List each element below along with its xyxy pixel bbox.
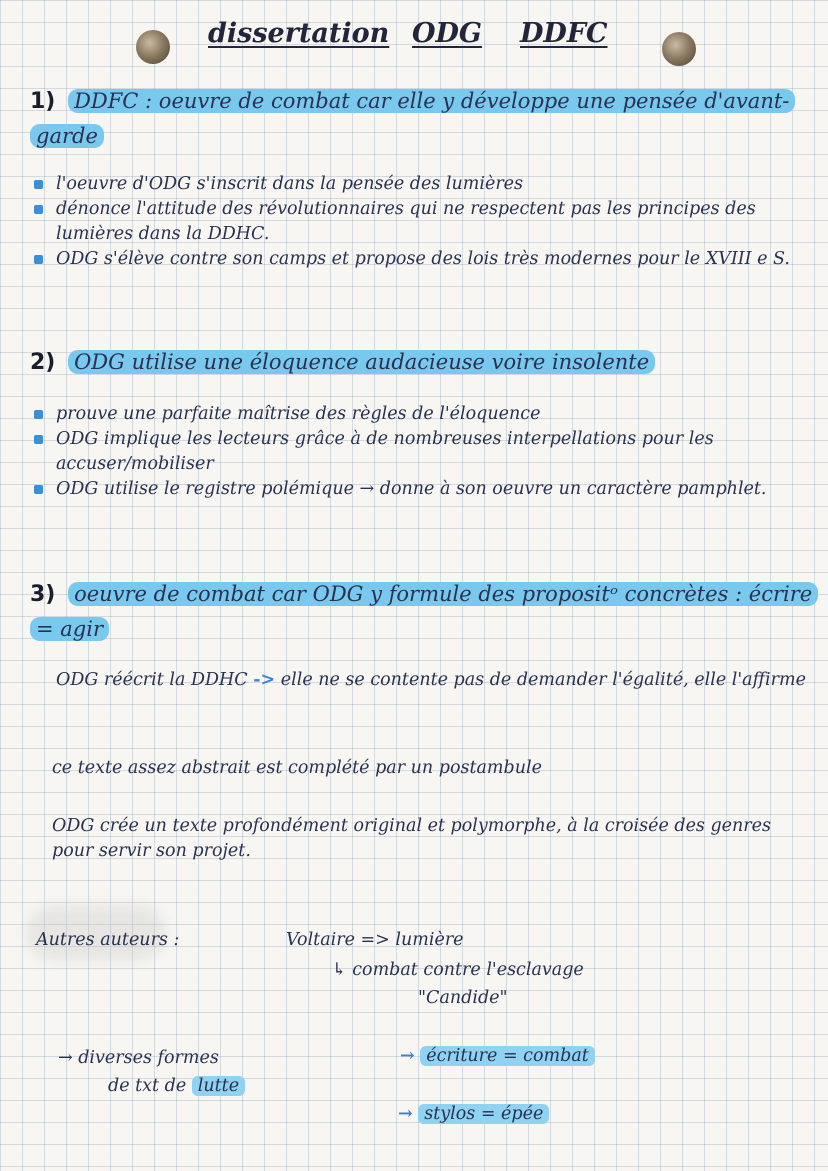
section-2-number: 2): [30, 350, 56, 375]
page-title: dissertation: [208, 18, 390, 49]
section-1-number: 1): [30, 89, 56, 114]
section-3-heading: oeuvre de combat car ODG y formule des propositᵒ concrètes : écrire = agir: [30, 582, 818, 641]
arrow-icon: →: [400, 1046, 415, 1066]
section-3-paragraph-3: ODG crée un texte profondément original et polymorphe, à la croisée des genres pour servir son projet.: [52, 816, 772, 861]
section-3-paragraph-1: [56, 668, 816, 693]
list-item: prouve une parfaite maîtrise des règles de l'éloquence: [34, 402, 819, 427]
voltaire-line: Voltaire => lumière: [286, 930, 464, 950]
section-3-number: 3): [30, 582, 56, 607]
binder-hole-left: [136, 30, 170, 64]
page-header: [0, 18, 828, 62]
ecriture-highlight: écriture = combat: [420, 1046, 595, 1066]
txt-de-text: de txt de: [108, 1076, 187, 1096]
list-item: ODG implique les lecteurs grâce à de nombreuses interpellations pour les accuser/mobiliser: [34, 427, 819, 477]
list-item: l'oeuvre d'ODG s'inscrit dans la pensée des lumières: [34, 172, 819, 197]
list-item: dénonce l'attitude des révolutionnaires qui ne respectent pas les principes des lumières dans la DDHC.: [34, 197, 819, 247]
section-3-paragraph-2: ce texte assez abstrait est complété par un postambule: [52, 758, 542, 778]
ecriture-combat: [400, 1044, 595, 1069]
lutte-highlight: lutte: [192, 1076, 245, 1096]
arrow-icon: →: [398, 1104, 413, 1124]
section-1-list: [34, 172, 819, 272]
txt-de-lutte: [108, 1074, 245, 1099]
section-2-list: [34, 402, 819, 502]
binder-hole-right: [662, 32, 696, 66]
stylos-highlight: stylos = épée: [418, 1104, 549, 1124]
arrow-icon: ->: [253, 670, 276, 690]
stylos-epee: [398, 1102, 549, 1127]
para1-start: ODG réécrit la DDHC: [56, 670, 248, 690]
section-1-heading: DDFC : oeuvre de combat car elle y développe une pensée d'avant-garde: [30, 89, 795, 148]
autres-auteurs-label: Autres auteurs :: [36, 930, 180, 950]
section-1-title: [30, 84, 820, 153]
section-3-title: [30, 577, 820, 646]
list-item: ODG utilise le registre polémique → donne à son oeuvre un caractère pamphlet.: [34, 477, 819, 502]
title-ddfc: DDFC: [520, 18, 608, 49]
para1-end: elle ne se contente pas de demander l'égalité, elle l'affirme: [280, 670, 806, 690]
combat-line: ↳ combat contre l'esclavage: [332, 960, 584, 980]
title-odg: ODG: [412, 18, 482, 49]
section-2-title: [30, 345, 820, 380]
section-2-heading: ODG utilise une éloquence audacieuse voire insolente: [68, 350, 655, 374]
diverses-formes: → diverses formes: [58, 1048, 219, 1068]
list-item: ODG s'élève contre son camps et propose des lois très modernes pour le XVIII e S.: [34, 247, 819, 272]
candide-title: "Candide": [418, 988, 508, 1008]
